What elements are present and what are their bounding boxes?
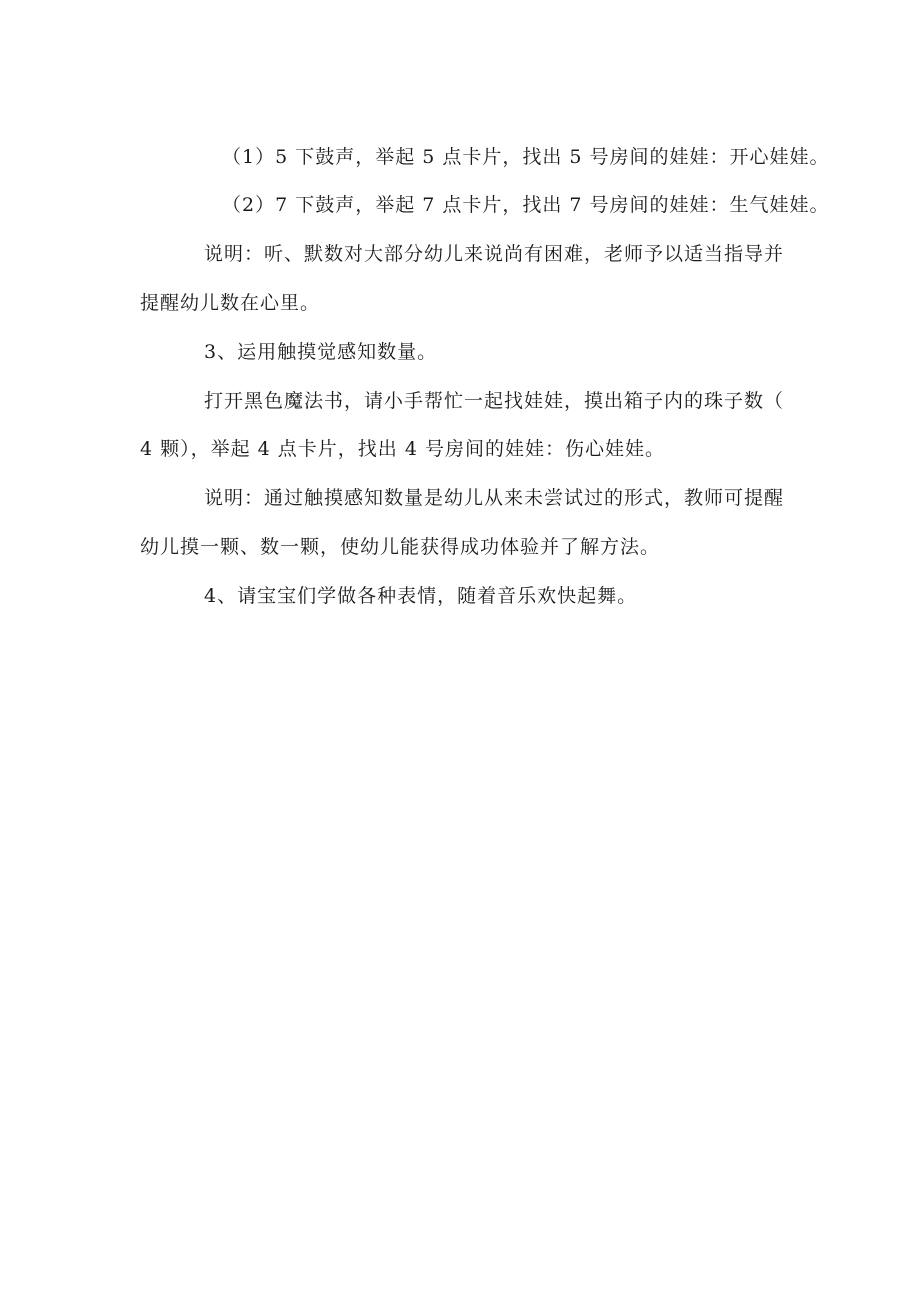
paragraph-step-2: （2）7 下鼓声，举起 7 点卡片，找出 7 号房间的娃娃：生气娃娃。: [222, 194, 830, 216]
paragraph-note-1-line-1: 说明：听、默数对大部分幼儿来说尚有困难，老师予以适当指导并: [204, 243, 785, 265]
paragraph-note-2-line-2: 幼儿摸一颗、数一颗，使幼儿能获得成功体验并了解方法。: [140, 536, 661, 558]
paragraph-touch-line-1: 打开黑色魔法书，请小手帮忙一起找娃娃，摸出箱子内的珠子数（: [204, 390, 785, 412]
paragraph-touch-line-2: 4 颗），举起 4 点卡片，找出 4 号房间的娃娃：伤心娃娃。: [140, 438, 665, 460]
paragraph-note-2-line-1: 说明：通过触摸感知数量是幼儿从来未尝试过的形式，教师可提醒: [204, 487, 785, 509]
section-heading-3: 3、运用触摸觉感知数量。: [204, 341, 438, 363]
paragraph-note-1-line-2: 提醒幼儿数在心里。: [140, 292, 321, 314]
section-heading-4: 4、请宝宝们学做各种表情，随着音乐欢快起舞。: [204, 585, 638, 607]
paragraph-step-1: （1）5 下鼓声，举起 5 点卡片，找出 5 号房间的娃娃：开心娃娃。: [222, 146, 830, 168]
